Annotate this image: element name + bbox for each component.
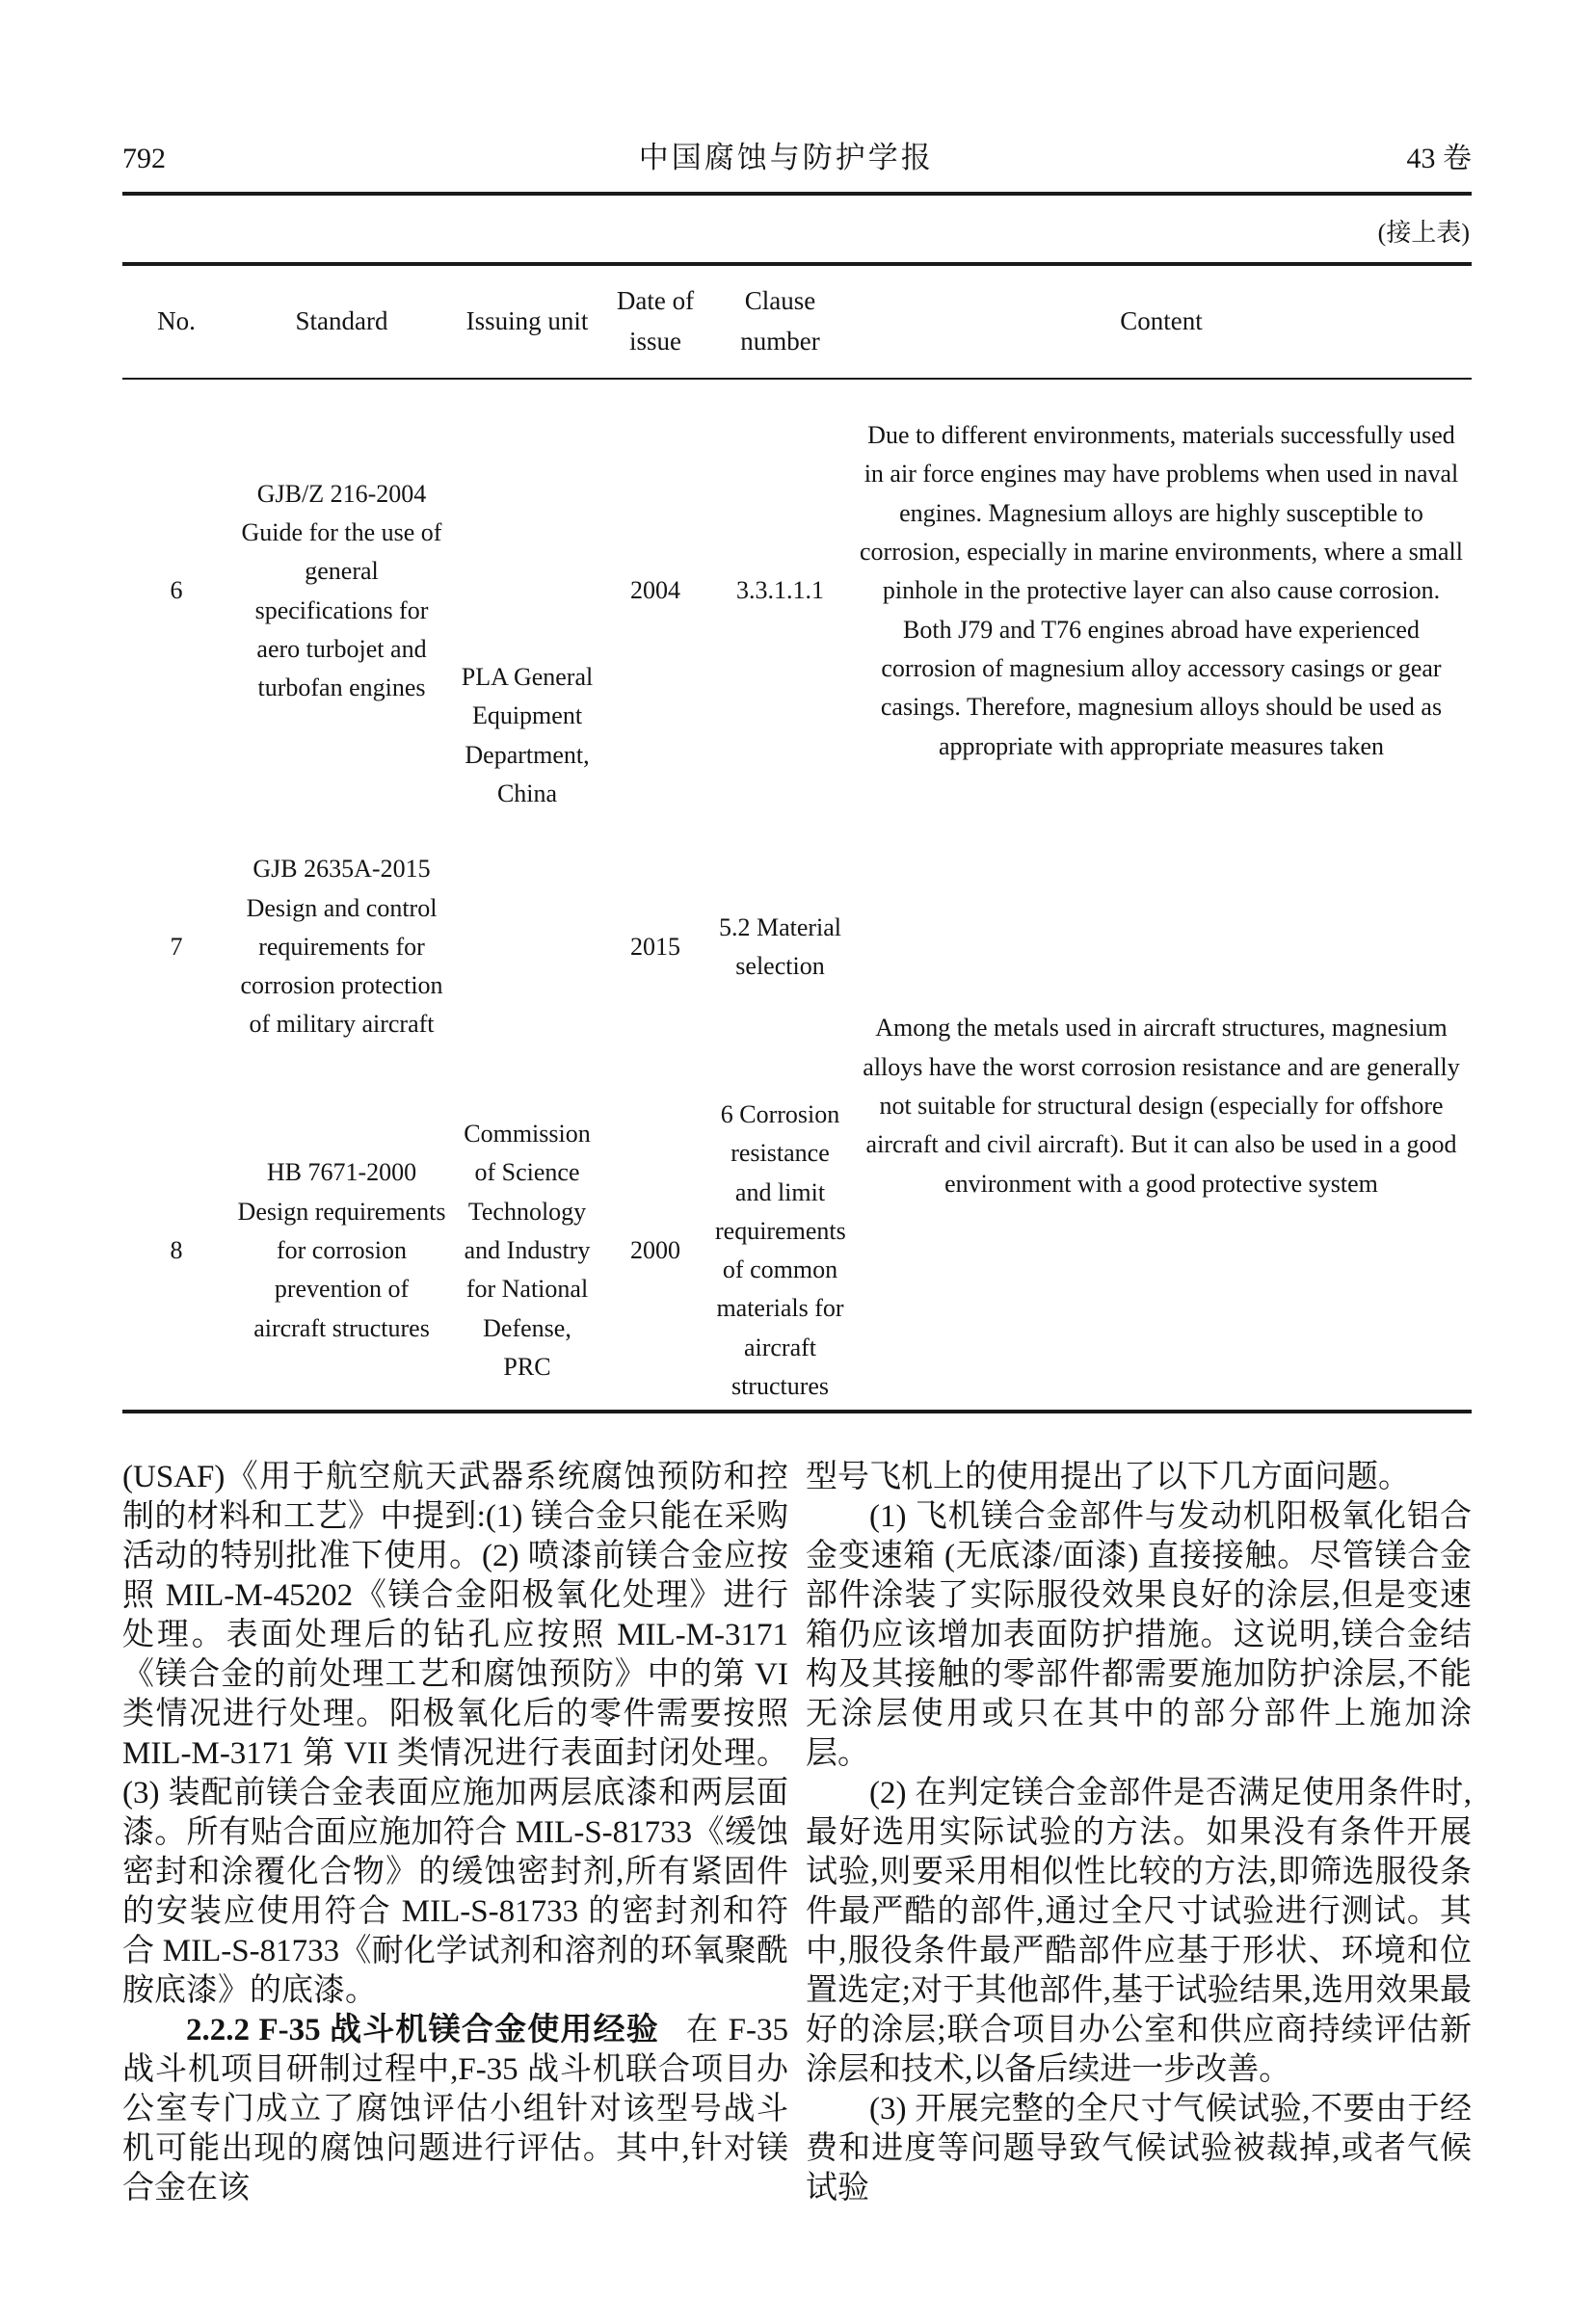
page-header: [122, 133, 1472, 196]
paragraph-usaf-requirements: (USAF)《用于航空航天武器系统腐蚀预防和控制的材料和工艺》中提到:(1) 镁合金只能在采购活动的特别批准下使用。(2) 喷漆前镁合金应按照 MIL-M-45202《镁合金阳极氧化处理》进行处理。表面处理后的钻孔应按照 MIL-M-3171《镁合金的前处理工艺和腐蚀预防》中的第 VI 类情况进行处理。阳极氧化后的零件需要按照 MIL-M-3171 第 VII 类情况进行表面封闭处理。(3) 装配前镁合金表面应施加两层底漆和两层面漆。所有贴合面应施加符合 MIL-S-81733《缓蚀密封和涂覆化合物》的缓蚀密封剂,所有紧固件的安装应使用符合 MIL-S-81733 的密封剂和符合 MIL-S-81733《耐化学试剂和溶剂的环氧聚酰胺底漆》的底漆。: [122, 1460, 788, 2009]
cell-clause-8: 6 Corrosion resistance and limit requirements of common materials for aircraft structures: [715, 1100, 846, 1401]
cell-date-8: 2000: [630, 1236, 680, 1265]
cell-content-7-8: Among the metals used in aircraft structures, magnesium alloys have the worst corrosion resistance and are generally not suitable for structural design (especially for offshore aircraft and civil aircraft). But it can also be used in a good environment with a good protective system: [863, 1014, 1460, 1198]
table-header: [122, 264, 1472, 379]
section-2-2-2-text: 在 F-35 战斗机项目研制过程中,F-35 战斗机联合项目办公室专门成立了腐蚀评估小组针对该型号战斗机可能出现的腐蚀问题进行评估。其中,针对镁合金在该: [122, 2013, 789, 2206]
paragraph-continuation: 型号飞机上的使用提出了以下几方面问题。: [806, 1460, 1410, 1495]
section-heading-2-2-2: 2.2.2 F-35 战斗机镁合金使用经验: [186, 2013, 660, 2048]
column-header-content: Content: [851, 264, 1472, 379]
body-text: [122, 1458, 1472, 2208]
column-header-no: No.: [122, 264, 230, 379]
column-header-date-of-issue: Date of issue: [601, 264, 709, 379]
page-number: 792: [122, 143, 166, 174]
paragraph-f35-experience: [122, 2011, 788, 2208]
cell-no-7: 7: [170, 932, 183, 961]
volume-number: 43 卷: [1406, 143, 1472, 174]
paragraph-item-3: (3) 开展完整的全尺寸气候试验,不要由于经费和进度等问题导致气候试验被裁掉,或者气候试验: [806, 2092, 1472, 2206]
paragraph-item-1: (1) 飞机镁合金部件与发动机阳极氧化铝合金变速箱 (无底漆/面漆) 直接接触。尽管镁合金部件涂装了实际服役效果良好的涂层,但是变速箱仍应该增加表面防护措施。这说明,镁合金结构及其接触的零部件都需要施加防护涂层,不能无涂层使用或只在其中的部分部件上施加涂层。: [806, 1499, 1472, 1772]
cell-no-8: 8: [170, 1236, 183, 1265]
cell-standard-7: GJB 2635A-2015 Design and control requirements for corrosion protection of military aircraft: [240, 855, 443, 1039]
cell-date-7: 2015: [630, 932, 680, 961]
cell-standard-6: GJB/Z 216-2004 Guide for the use of general specifications for aero turbojet and turbofan engines: [241, 479, 442, 702]
table-body: [122, 379, 1472, 1412]
cell-no-6: 6: [170, 576, 183, 605]
column-header-issuing-unit: Issuing unit: [453, 264, 601, 379]
cell-clause-6: 3.3.1.1.1: [736, 576, 824, 605]
standards-table: [122, 262, 1472, 1413]
journal-title: 中国腐蚀与防护学报: [638, 141, 934, 174]
table-header-row: [122, 264, 1472, 379]
right-column: [806, 1458, 1472, 2208]
cell-date-6: 2004: [630, 576, 680, 605]
table-continuation-note: (接上表): [1377, 219, 1470, 247]
table-row: [122, 803, 1472, 1092]
left-column: [122, 1458, 788, 2208]
paragraph-item-2: (2) 在判定镁合金部件是否满足使用条件时,最好选用实际试验的方法。如果没有条件开展试验,则要采用相似性比较的方法,即筛选服役条件最严酷的部件,通过全尺寸试验进行测试。其中,服役条件最严酷部件应基于形状、环境和位置选定;对于其他部件,基于试验结果,选用效果最好的涂层;联合项目办公室和供应商持续评估新涂层和技术,以备后续进一步改善。: [806, 1776, 1472, 2088]
column-header-standard: Standard: [230, 264, 453, 379]
cell-issuing-unit-6-7: PLA General Equipment Department, China: [461, 662, 594, 807]
cell-issuing-unit-8: Commission of Science Technology and Industry for National Defense, PRC: [464, 1120, 591, 1381]
cell-standard-8: HB 7671-2000 Design requirements for corrosion prevention of aircraft structures: [237, 1158, 446, 1342]
table-row: [122, 379, 1472, 803]
column-header-clause-number: Clause number: [709, 264, 851, 379]
cell-content-6: Due to different environments, materials successfully used in air force engines may have problems when used in naval engines. Magnesium alloys are highly susceptible to corrosion, especially in marine environments, where a small pinhole in the protective layer can also cause corrosion. Both J79 and T76 engines abroad have experienced corrosion of magnesium alloy accessory casings or gear casings. Therefore, magnesium alloys should be used as appropriate with appropriate measures taken: [860, 421, 1463, 760]
cell-clause-7: 5.2 Material selection: [718, 912, 842, 980]
